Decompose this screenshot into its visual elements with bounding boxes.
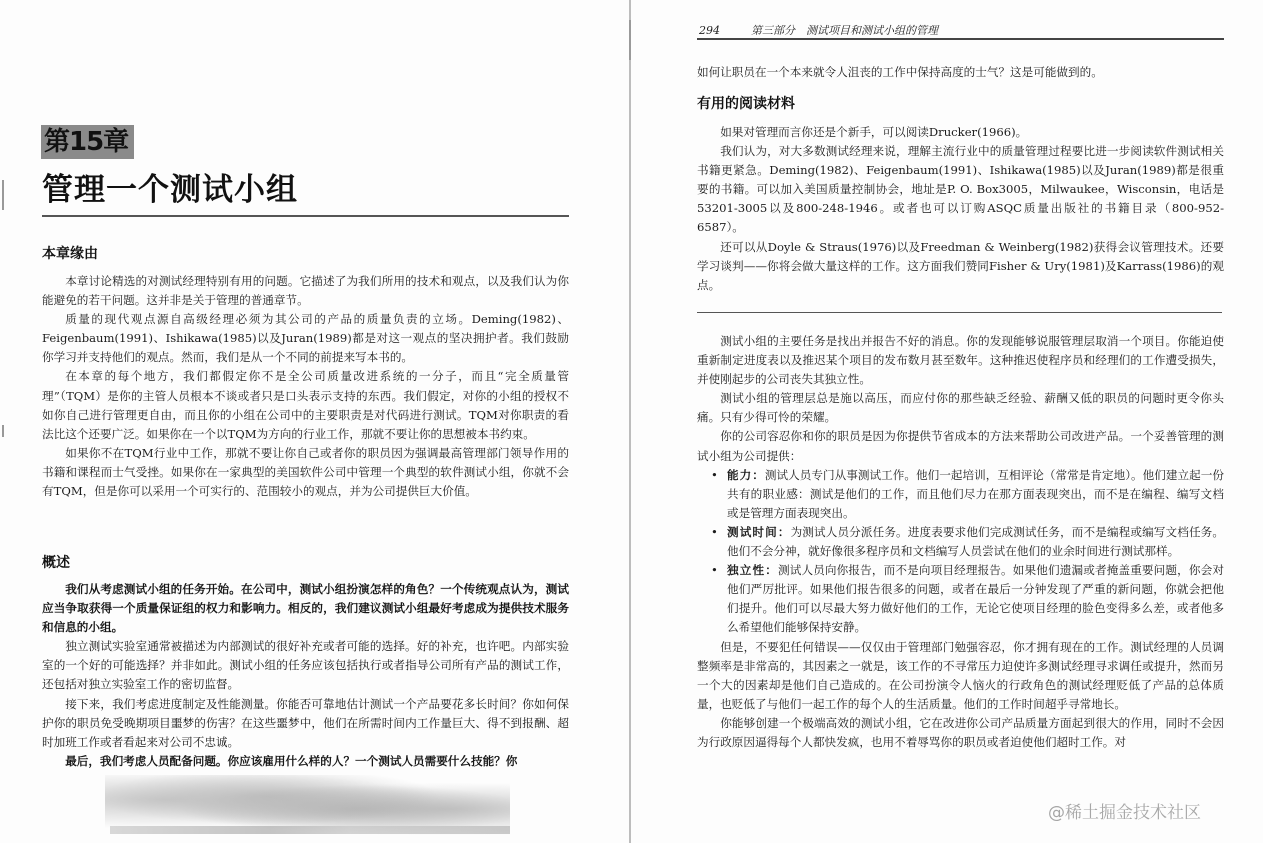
running-header <box>699 22 1224 38</box>
paragraph: 独立测试实验室通常被描述为内部测试的很好补充或者可能的选择。好的补充，也许吧。内部实验室的一个好的可能选择？并非如此。测试小组的任务应该包括执行或者指导公司所有产品的测试工作，还包括对独立实验室工作的密切监督。 <box>42 639 569 692</box>
list-item-term: 测试时间： <box>727 524 791 539</box>
part-title: 第三部分 测试项目和测试小组的管理 <box>751 24 938 37</box>
paragraph: 在本章的每个地方，我们都假定你不是全公司质量改进系统的一分子，而且“完全质量管理”（TQM）是你的主管人员根本不谈或者只是口头表示支持的东西。我们假定，对你的小组的授权不如你自己进行管理更自由，而且你的小组在公司中的主要职责是对代码进行测试。TQM对你职责的看法比这个还要广泛。如果你在一个以TQM为方向的行业工作，那就不要让你的思想被本书约束。 <box>42 369 569 441</box>
section-heading-reading: 有用的阅读材料 <box>697 96 795 112</box>
section-body-rationale <box>42 272 569 501</box>
scan-edge-mark <box>2 180 4 210</box>
paragraph: 我们从考虑测试小组的任务开始。在公司中，测试小组扮演怎样的角色？一个传统观点认为，测试应当争取获得一个质量保证组的权力和影响力。相反的，我们建议测试小组最好考虑成为提供技术服务和信息的小组。 <box>42 582 569 635</box>
chapter-title-rule <box>42 215 569 217</box>
list-item-testing-time <box>705 523 1224 561</box>
carryover-paragraph: 如何让职员在一个本来就令人沮丧的工作中保持高度的士气？这是可能做到的。 <box>697 65 1103 79</box>
list-item-text: 测试人员专门从事测试工作。他们一起培训，互相评论（常常是肯定地）。他们建立起一份共有的职业感：测试是他们的工作，而且他们尽力在那方面表现突出，而不是在编程、编写文档或是管理方面表现突出。 <box>727 467 1224 520</box>
scan-artifact-bar <box>110 826 510 834</box>
paragraph: 还可以从Doyle & Straus(1976)以及Freedman & Weinberg(1982)获得会议管理技术。还要学习谈判——你将会做大量这样的工作。这方面我们赞同Fisher & Ury(1981)及Karrass(1986)的观点。 <box>697 239 1224 292</box>
chapter-title: 管理一个测试小组 <box>42 172 298 208</box>
list-item-independence <box>705 561 1224 637</box>
section-heading-rationale: 本章缘由 <box>42 246 98 262</box>
paragraph: 质量的现代观点源自高级经理必须为其公司的产品的质量负责的立场。Deming(1982)、Feigenbaum(1991)、Ishikawa(1985)以及Juran(1989)都是对这一观点的坚决拥护者。我们鼓励你学习并支持他们的观点。然而，我们是从一个不同的前提来写本书的。 <box>42 312 569 365</box>
running-header-rule <box>697 38 1224 40</box>
paragraph: 本章讨论精选的对测试经理特别有用的问题。它描述了为我们所用的技术和观点，以及我们认为你能避免的若干问题。这并非是关于管理的普通章节。 <box>42 274 569 308</box>
list-item-term: 能力： <box>727 467 765 482</box>
chapter-label: 第15章 <box>41 125 134 159</box>
paragraph: 测试小组的主要任务是找出并报告不好的消息。你的发现能够说服管理层取消一个项目。你能迫使重新制定进度表以及推迟某个项目的发布数月甚至数年。这种推迟使程序员和经理们的工作遭受损失，并使刚起步的公司丧失其独立性。 <box>697 334 1224 387</box>
section-body-reading <box>697 123 1224 295</box>
list-item-term: 独立性： <box>727 563 778 578</box>
benefits-list <box>697 466 1224 638</box>
paragraph: 你能够创建一个极端高效的测试小组，它在改进你公司产品质量方面起到很大的作用，同时不会因为行政原因逼得每个人都快发疯，也用不着辱骂你的职员或者迫使他们超时工作。对 <box>697 715 1224 749</box>
paragraph: 最后，我们考虑人员配备问题。你应该雇用什么样的人？一个测试人员需要什么技能？你 <box>65 753 518 768</box>
paragraph: 你的公司容忍你和你的职员是因为你提供节省成本的方法来帮助公司改进产品。一个妥善管理的测试小组为公司提供： <box>697 429 1224 463</box>
list-item-text: 为测试人员分派任务。进度表要求他们完成测试任务，而不是编程或编写文档任务。他们不会分神，就好像很多程序员和文档编写人员尝试在他们的业余时间进行测试那样。 <box>727 524 1224 559</box>
section-heading-overview: 概述 <box>42 555 70 571</box>
scan-edge-mark <box>2 425 4 437</box>
paragraph: 我们认为，对大多数测试经理来说，理解主流行业中的质量管理过程要比进一步阅读软件测试相关书籍更紧急。Deming(1982)、Feigenbaum(1991)、Ishikawa(1985)以及Juran(1989)都是很重要的书籍。可以加入美国质量控制协会，地址是P. O. Box3005，Milwaukee，Wisconsin，电话是53201-3005以及800-248-1946。或者也可以订购ASQC质量出版社的书籍目录（800-952-6587）。 <box>697 144 1224 235</box>
list-item-competence <box>705 466 1224 523</box>
section-divider-rule <box>697 312 1222 313</box>
paragraph: 但是，不要犯任何错误——仅仅由于管理部门勉强容忍，你才拥有现在的工作。测试经理的人员调整频率是非常高的，其因素之一就是，该工作的不寻常压力迫使许多测试经理寻求调任或提升，然而另一个大的因素却是他们自己造成的。在公司扮演令人恼火的行政角色的测试经理贬低了产品的总体质量，也贬低了与他们一起工作的每个人的生活质量。他们的工作时间超乎寻常地长。 <box>697 639 1224 711</box>
paragraph: 如果你不在TQM行业中工作，那就不要让你自己或者你的职员因为强调最高管理部门领导作用的书籍和课程而士气受挫。如果你在一家典型的美国软件公司中管理一个典型的软件测试小组，你就不会有TQM，但是你可以采用一个可实行的、范围较小的观点，并为公司提供巨大价值。 <box>42 445 569 499</box>
paragraph: 测试小组的管理层总是施以高压，而应付你的那些缺乏经验、薪酬又低的职员的问题时更令你头痛。只有少得可怜的荣耀。 <box>697 391 1224 425</box>
paragraph: 如果对管理而言你还是个新手，可以阅读Drucker(1966)。 <box>720 125 1028 139</box>
carryover-text-block <box>697 63 1224 82</box>
watermark: @稀土掘金技术社区 <box>1048 803 1201 823</box>
left-page <box>0 0 629 843</box>
section-body-overview <box>42 580 569 771</box>
page-number: 294 <box>699 24 720 37</box>
body-text-block <box>697 332 1224 752</box>
list-item-text: 测试人员向你报告，而不是向项目经理报告。如果他们遗漏或者掩盖重要问题，你会对他们严厉批评。如果他们报告很多的问题，或者在最后一分钟发现了严重的新问题，你就会把他们提升。他们可以尽最大努力做好他们的工作，无论它使项目经理的脸色变得多么差，或者他多么希望他们能够保持安静。 <box>727 563 1224 635</box>
paragraph: 接下来，我们考虑进度制定及性能测量。你能否可靠地估计测试一个产品要花多长时间？你如何保护你的职员免受晚期项目噩梦的伤害？在这些噩梦中，他们在所需时间内工作量巨大、得不到报酬、超时加班工作或者看起来对公司不忠诚。 <box>42 696 569 749</box>
